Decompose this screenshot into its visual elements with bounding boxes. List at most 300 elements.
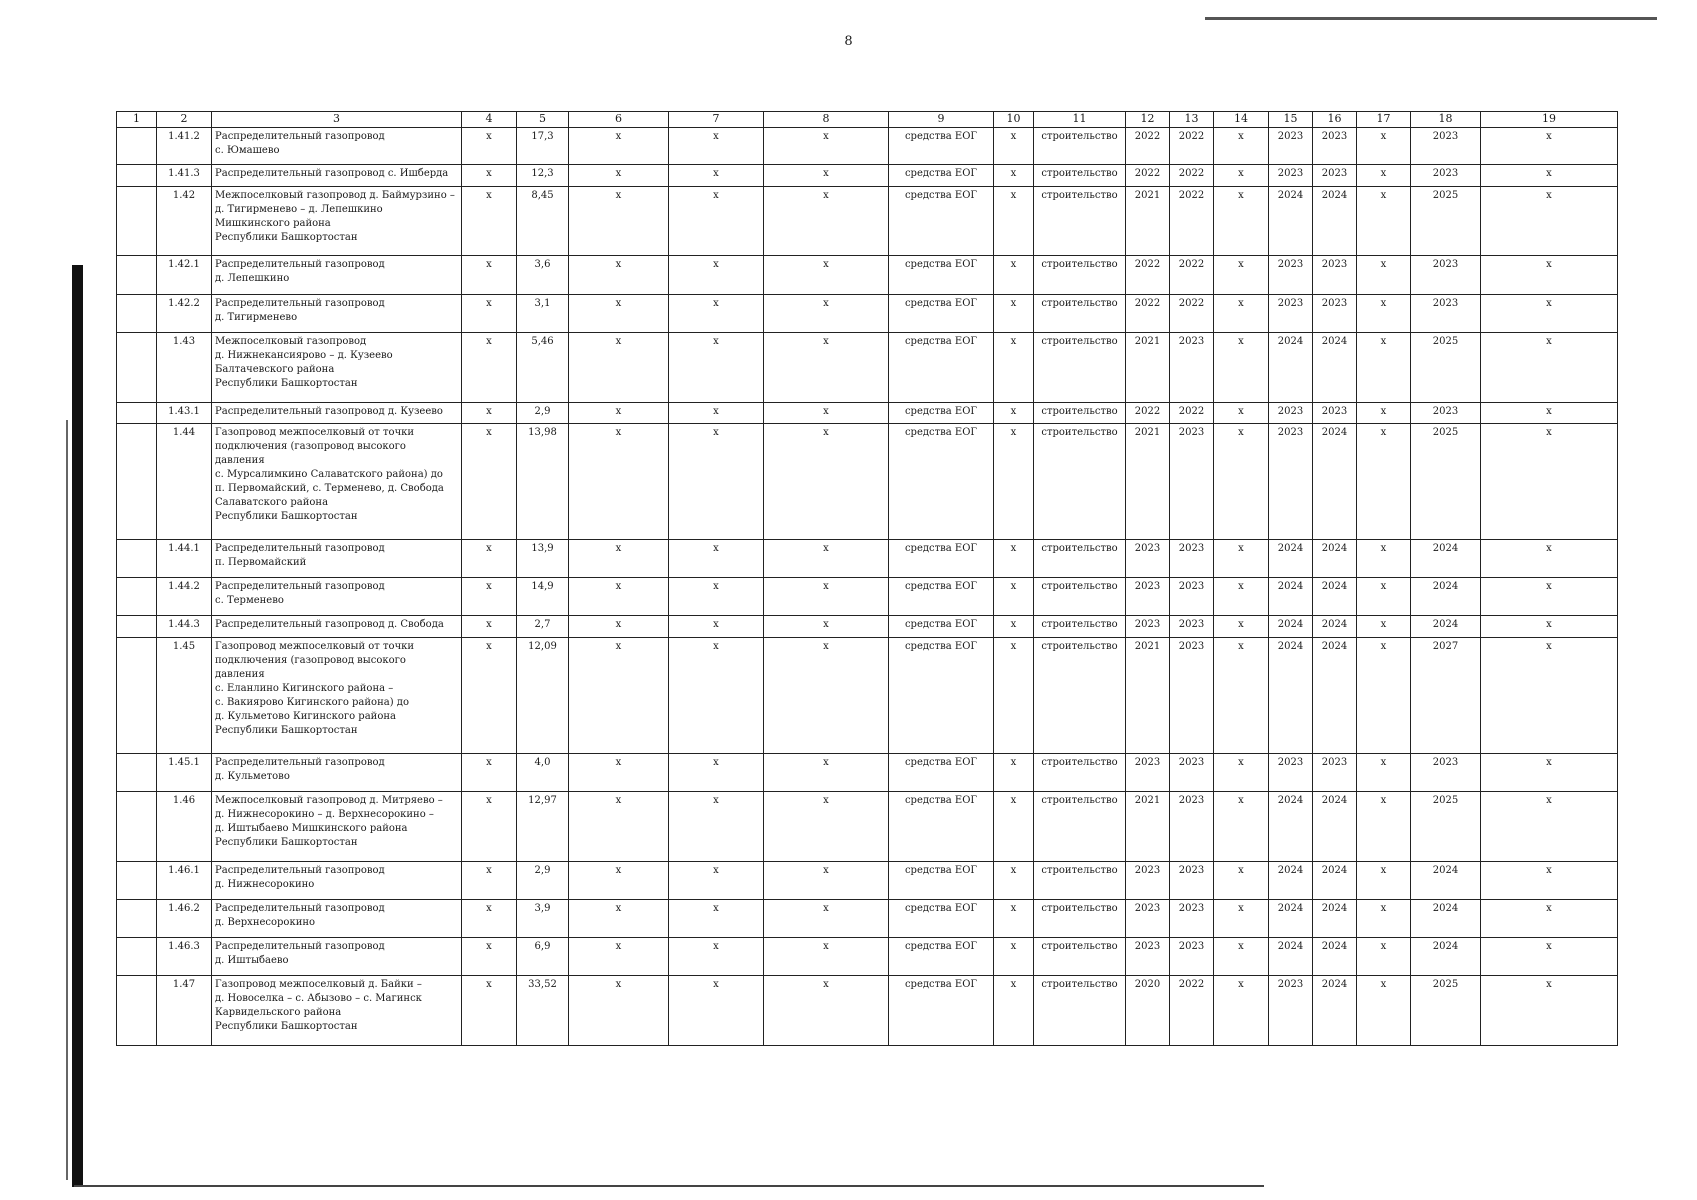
table-row (117, 423, 1618, 539)
cell-col-1 (117, 332, 157, 402)
cell-col-6: х (569, 423, 669, 539)
object-name: Межпоселковый газопровод д. Баймурзино – д. Тигирменево – д. Лепешкино Мишкинского района Республики Башкортостан (212, 186, 462, 256)
cell-col-17: х (1357, 976, 1411, 1046)
cell-col-5: 12,3 (517, 165, 569, 186)
object-name: Газопровод межпоселковый д. Байки – д. Новоселка – с. Абызово – с. Магинск Карвидельского района Республики Башкортостан (212, 976, 462, 1046)
cell-col-10: х (994, 616, 1034, 637)
cell-col-15: 2023 (1269, 402, 1313, 423)
column-header-9: 9 (889, 112, 994, 128)
cell-col-4: х (462, 423, 517, 539)
object-name: Распределительный газопровод д. Нижнесорокино (212, 861, 462, 899)
cell-col-15: 2023 (1269, 294, 1313, 332)
cell-col-7: х (669, 332, 764, 402)
cell-col-12: 2021 (1126, 423, 1170, 539)
cell-col-6: х (569, 332, 669, 402)
cell-col-1 (117, 637, 157, 753)
column-header-18: 18 (1411, 112, 1481, 128)
cell-col-19: х (1481, 753, 1618, 791)
cell-col-13: 2022 (1170, 402, 1214, 423)
cell-col-5: 8,45 (517, 186, 569, 256)
cell-col-4: х (462, 256, 517, 294)
table-row (117, 294, 1618, 332)
cell-col-5: 12,09 (517, 637, 569, 753)
column-header-19: 19 (1481, 112, 1618, 128)
table-row (117, 578, 1618, 616)
cell-col-15: 2023 (1269, 256, 1313, 294)
cell-col-11: строительство (1034, 791, 1126, 861)
cell-col-1 (117, 616, 157, 637)
cell-col-12: 2022 (1126, 294, 1170, 332)
cell-col-7: х (669, 753, 764, 791)
cell-col-11: строительство (1034, 938, 1126, 976)
cell-col-14: х (1214, 294, 1269, 332)
cell-col-1 (117, 539, 157, 577)
cell-col-16: 2023 (1313, 165, 1357, 186)
cell-col-10: х (994, 186, 1034, 256)
cell-col-12: 2023 (1126, 861, 1170, 899)
cell-col-6: х (569, 402, 669, 423)
cell-col-4: х (462, 616, 517, 637)
cell-col-7: х (669, 294, 764, 332)
column-header-14: 14 (1214, 112, 1269, 128)
cell-col-8: х (764, 332, 889, 402)
row-number: 1.42 (157, 186, 212, 256)
cell-col-18: 2025 (1411, 423, 1481, 539)
cell-col-15: 2024 (1269, 861, 1313, 899)
row-number: 1.45.1 (157, 753, 212, 791)
cell-col-14: х (1214, 753, 1269, 791)
cell-col-6: х (569, 637, 669, 753)
cell-col-9: средства ЕОГ (889, 899, 994, 937)
cell-col-1 (117, 402, 157, 423)
cell-col-8: х (764, 186, 889, 256)
cell-col-12: 2023 (1126, 938, 1170, 976)
cell-col-17: х (1357, 128, 1411, 165)
cell-col-14: х (1214, 128, 1269, 165)
cell-col-13: 2023 (1170, 938, 1214, 976)
cell-col-8: х (764, 791, 889, 861)
cell-col-12: 2021 (1126, 791, 1170, 861)
scan-edge-line-top (1205, 17, 1657, 20)
cell-col-15: 2024 (1269, 539, 1313, 577)
cell-col-9: средства ЕОГ (889, 753, 994, 791)
column-header-1: 1 (117, 112, 157, 128)
cell-col-13: 2023 (1170, 616, 1214, 637)
row-number: 1.42.2 (157, 294, 212, 332)
cell-col-6: х (569, 976, 669, 1046)
cell-col-14: х (1214, 861, 1269, 899)
cell-col-10: х (994, 539, 1034, 577)
cell-col-5: 5,46 (517, 332, 569, 402)
cell-col-18: 2023 (1411, 294, 1481, 332)
cell-col-10: х (994, 128, 1034, 165)
cell-col-9: средства ЕОГ (889, 165, 994, 186)
cell-col-4: х (462, 294, 517, 332)
cell-col-7: х (669, 128, 764, 165)
cell-col-6: х (569, 938, 669, 976)
object-name: Распределительный газопровод д. Кульметово (212, 753, 462, 791)
object-name: Распределительный газопровод с. Терменево (212, 578, 462, 616)
object-name: Распределительный газопровод с. Юмашево (212, 128, 462, 165)
cell-col-10: х (994, 861, 1034, 899)
cell-col-13: 2023 (1170, 861, 1214, 899)
cell-col-12: 2022 (1126, 256, 1170, 294)
cell-col-7: х (669, 616, 764, 637)
cell-col-10: х (994, 899, 1034, 937)
cell-col-4: х (462, 578, 517, 616)
cell-col-5: 4,0 (517, 753, 569, 791)
cell-col-11: строительство (1034, 616, 1126, 637)
scan-edge-bar-left (72, 265, 83, 1187)
cell-col-19: х (1481, 976, 1618, 1046)
column-header-2: 2 (157, 112, 212, 128)
table-row (117, 791, 1618, 861)
cell-col-14: х (1214, 791, 1269, 861)
object-name: Распределительный газопровод д. Лепешкино (212, 256, 462, 294)
cell-col-18: 2025 (1411, 976, 1481, 1046)
cell-col-17: х (1357, 402, 1411, 423)
cell-col-1 (117, 423, 157, 539)
cell-col-16: 2024 (1313, 578, 1357, 616)
cell-col-14: х (1214, 423, 1269, 539)
cell-col-17: х (1357, 637, 1411, 753)
gas-pipeline-table (116, 111, 1618, 1046)
cell-col-8: х (764, 578, 889, 616)
object-name: Газопровод межпоселковый от точки подключения (газопровод высокого давления с. Еланлино Кигинского района – с. Вакиярово Кигинского района) до д. Кульметово Кигинского района Республики Башкортостан (212, 637, 462, 753)
cell-col-8: х (764, 539, 889, 577)
cell-col-4: х (462, 165, 517, 186)
cell-col-19: х (1481, 294, 1618, 332)
cell-col-15: 2024 (1269, 899, 1313, 937)
cell-col-1 (117, 753, 157, 791)
cell-col-16: 2023 (1313, 256, 1357, 294)
cell-col-14: х (1214, 402, 1269, 423)
cell-col-19: х (1481, 861, 1618, 899)
cell-col-5: 3,6 (517, 256, 569, 294)
cell-col-7: х (669, 899, 764, 937)
cell-col-11: строительство (1034, 899, 1126, 937)
cell-col-11: строительство (1034, 165, 1126, 186)
cell-col-16: 2024 (1313, 899, 1357, 937)
cell-col-4: х (462, 402, 517, 423)
scan-edge-shadow-left (66, 420, 68, 1180)
row-number: 1.44.1 (157, 539, 212, 577)
cell-col-17: х (1357, 539, 1411, 577)
cell-col-13: 2022 (1170, 165, 1214, 186)
cell-col-9: средства ЕОГ (889, 402, 994, 423)
cell-col-19: х (1481, 938, 1618, 976)
header-row (117, 112, 1618, 128)
column-header-8: 8 (764, 112, 889, 128)
cell-col-10: х (994, 256, 1034, 294)
cell-col-7: х (669, 791, 764, 861)
cell-col-7: х (669, 578, 764, 616)
cell-col-13: 2023 (1170, 791, 1214, 861)
column-header-10: 10 (994, 112, 1034, 128)
cell-col-5: 3,9 (517, 899, 569, 937)
cell-col-9: средства ЕОГ (889, 616, 994, 637)
cell-col-12: 2023 (1126, 578, 1170, 616)
cell-col-16: 2024 (1313, 637, 1357, 753)
cell-col-17: х (1357, 578, 1411, 616)
cell-col-19: х (1481, 165, 1618, 186)
column-header-11: 11 (1034, 112, 1126, 128)
column-header-16: 16 (1313, 112, 1357, 128)
cell-col-14: х (1214, 637, 1269, 753)
cell-col-13: 2023 (1170, 637, 1214, 753)
cell-col-16: 2024 (1313, 332, 1357, 402)
table-row (117, 256, 1618, 294)
row-number: 1.46.2 (157, 899, 212, 937)
cell-col-5: 6,9 (517, 938, 569, 976)
cell-col-10: х (994, 791, 1034, 861)
column-header-5: 5 (517, 112, 569, 128)
cell-col-5: 13,98 (517, 423, 569, 539)
cell-col-6: х (569, 539, 669, 577)
object-name: Распределительный газопровод с. Ишберда (212, 165, 462, 186)
cell-col-11: строительство (1034, 861, 1126, 899)
cell-col-6: х (569, 861, 669, 899)
row-number: 1.43 (157, 332, 212, 402)
cell-col-17: х (1357, 791, 1411, 861)
cell-col-15: 2024 (1269, 578, 1313, 616)
cell-col-11: строительство (1034, 186, 1126, 256)
cell-col-11: строительство (1034, 976, 1126, 1046)
row-number: 1.41.2 (157, 128, 212, 165)
cell-col-10: х (994, 423, 1034, 539)
cell-col-18: 2024 (1411, 616, 1481, 637)
cell-col-14: х (1214, 899, 1269, 937)
cell-col-8: х (764, 637, 889, 753)
table-row (117, 128, 1618, 165)
cell-col-1 (117, 578, 157, 616)
cell-col-17: х (1357, 861, 1411, 899)
cell-col-12: 2022 (1126, 128, 1170, 165)
cell-col-7: х (669, 976, 764, 1046)
cell-col-11: строительство (1034, 402, 1126, 423)
cell-col-8: х (764, 861, 889, 899)
cell-col-4: х (462, 861, 517, 899)
cell-col-9: средства ЕОГ (889, 976, 994, 1046)
cell-col-5: 17,3 (517, 128, 569, 165)
cell-col-12: 2021 (1126, 637, 1170, 753)
cell-col-8: х (764, 753, 889, 791)
cell-col-6: х (569, 294, 669, 332)
cell-col-12: 2023 (1126, 616, 1170, 637)
cell-col-6: х (569, 128, 669, 165)
cell-col-8: х (764, 899, 889, 937)
cell-col-14: х (1214, 332, 1269, 402)
cell-col-1 (117, 256, 157, 294)
cell-col-18: 2023 (1411, 165, 1481, 186)
row-number: 1.46 (157, 791, 212, 861)
cell-col-16: 2024 (1313, 861, 1357, 899)
object-name: Газопровод межпоселковый от точки подключения (газопровод высокого давления с. Мурсалимкино Салаватского района) до п. Первомайский, с. Терменево, д. Свобода Салаватского района Республики Башкортостан (212, 423, 462, 539)
page-number: 8 (844, 34, 853, 49)
cell-col-1 (117, 186, 157, 256)
cell-col-6: х (569, 899, 669, 937)
cell-col-17: х (1357, 165, 1411, 186)
cell-col-18: 2023 (1411, 753, 1481, 791)
cell-col-18: 2024 (1411, 938, 1481, 976)
cell-col-4: х (462, 128, 517, 165)
cell-col-19: х (1481, 899, 1618, 937)
cell-col-8: х (764, 165, 889, 186)
cell-col-14: х (1214, 616, 1269, 637)
cell-col-9: средства ЕОГ (889, 332, 994, 402)
cell-col-4: х (462, 791, 517, 861)
cell-col-17: х (1357, 294, 1411, 332)
cell-col-14: х (1214, 186, 1269, 256)
row-number: 1.41.3 (157, 165, 212, 186)
cell-col-9: средства ЕОГ (889, 578, 994, 616)
cell-col-7: х (669, 186, 764, 256)
cell-col-18: 2023 (1411, 256, 1481, 294)
cell-col-10: х (994, 938, 1034, 976)
cell-col-18: 2023 (1411, 402, 1481, 423)
cell-col-9: средства ЕОГ (889, 791, 994, 861)
column-header-13: 13 (1170, 112, 1214, 128)
row-number: 1.44.2 (157, 578, 212, 616)
cell-col-13: 2023 (1170, 423, 1214, 539)
cell-col-19: х (1481, 637, 1618, 753)
cell-col-1 (117, 899, 157, 937)
table-row (117, 402, 1618, 423)
cell-col-4: х (462, 186, 517, 256)
cell-col-18: 2024 (1411, 861, 1481, 899)
cell-col-17: х (1357, 423, 1411, 539)
cell-col-12: 2022 (1126, 402, 1170, 423)
cell-col-9: средства ЕОГ (889, 186, 994, 256)
object-name: Распределительный газопровод п. Первомайский (212, 539, 462, 577)
cell-col-9: средства ЕОГ (889, 256, 994, 294)
cell-col-15: 2023 (1269, 165, 1313, 186)
table-row (117, 976, 1618, 1046)
cell-col-18: 2023 (1411, 128, 1481, 165)
cell-col-18: 2024 (1411, 578, 1481, 616)
object-name: Межпоселковый газопровод д. Митряево – д. Нижнесорокино – д. Верхнесорокино – д. Иштыбаево Мишкинского района Республики Башкортостан (212, 791, 462, 861)
cell-col-13: 2022 (1170, 128, 1214, 165)
cell-col-17: х (1357, 899, 1411, 937)
cell-col-18: 2024 (1411, 899, 1481, 937)
cell-col-8: х (764, 128, 889, 165)
cell-col-5: 2,7 (517, 616, 569, 637)
cell-col-16: 2023 (1313, 402, 1357, 423)
cell-col-6: х (569, 578, 669, 616)
cell-col-8: х (764, 976, 889, 1046)
table-row (117, 637, 1618, 753)
cell-col-9: средства ЕОГ (889, 861, 994, 899)
cell-col-15: 2023 (1269, 753, 1313, 791)
cell-col-15: 2024 (1269, 186, 1313, 256)
cell-col-14: х (1214, 976, 1269, 1046)
cell-col-19: х (1481, 791, 1618, 861)
column-header-15: 15 (1269, 112, 1313, 128)
cell-col-12: 2021 (1126, 186, 1170, 256)
cell-col-12: 2020 (1126, 976, 1170, 1046)
cell-col-5: 14,9 (517, 578, 569, 616)
table-row (117, 938, 1618, 976)
cell-col-8: х (764, 616, 889, 637)
cell-col-1 (117, 128, 157, 165)
cell-col-17: х (1357, 256, 1411, 294)
cell-col-12: 2023 (1126, 539, 1170, 577)
cell-col-15: 2024 (1269, 791, 1313, 861)
cell-col-14: х (1214, 539, 1269, 577)
cell-col-10: х (994, 402, 1034, 423)
cell-col-7: х (669, 539, 764, 577)
cell-col-9: средства ЕОГ (889, 938, 994, 976)
cell-col-10: х (994, 165, 1034, 186)
cell-col-13: 2023 (1170, 899, 1214, 937)
row-number: 1.46.3 (157, 938, 212, 976)
cell-col-11: строительство (1034, 128, 1126, 165)
cell-col-16: 2023 (1313, 128, 1357, 165)
cell-col-8: х (764, 402, 889, 423)
cell-col-12: 2023 (1126, 899, 1170, 937)
cell-col-1 (117, 861, 157, 899)
cell-col-13: 2022 (1170, 294, 1214, 332)
cell-col-19: х (1481, 186, 1618, 256)
cell-col-11: строительство (1034, 423, 1126, 539)
cell-col-17: х (1357, 332, 1411, 402)
column-header-12: 12 (1126, 112, 1170, 128)
cell-col-16: 2024 (1313, 423, 1357, 539)
scan-edge-line-bottom (74, 1185, 1264, 1187)
object-name: Распределительный газопровод д. Свобода (212, 616, 462, 637)
cell-col-19: х (1481, 423, 1618, 539)
cell-col-15: 2023 (1269, 128, 1313, 165)
cell-col-15: 2023 (1269, 976, 1313, 1046)
cell-col-5: 2,9 (517, 861, 569, 899)
cell-col-7: х (669, 256, 764, 294)
object-name: Распределительный газопровод д. Иштыбаево (212, 938, 462, 976)
cell-col-5: 3,1 (517, 294, 569, 332)
cell-col-19: х (1481, 128, 1618, 165)
cell-col-6: х (569, 256, 669, 294)
cell-col-16: 2024 (1313, 186, 1357, 256)
table-header (117, 112, 1618, 128)
object-name: Межпоселковый газопровод д. Нижнекансиярово – д. Кузеево Балтачевского района Республики Башкортостан (212, 332, 462, 402)
cell-col-13: 2023 (1170, 578, 1214, 616)
cell-col-18: 2025 (1411, 186, 1481, 256)
table-row (117, 539, 1618, 577)
cell-col-15: 2024 (1269, 616, 1313, 637)
cell-col-11: строительство (1034, 256, 1126, 294)
cell-col-5: 13,9 (517, 539, 569, 577)
object-name: Распределительный газопровод д. Верхнесорокино (212, 899, 462, 937)
cell-col-18: 2025 (1411, 332, 1481, 402)
cell-col-13: 2022 (1170, 186, 1214, 256)
cell-col-13: 2022 (1170, 976, 1214, 1046)
cell-col-9: средства ЕОГ (889, 539, 994, 577)
cell-col-5: 12,97 (517, 791, 569, 861)
cell-col-12: 2021 (1126, 332, 1170, 402)
cell-col-16: 2024 (1313, 791, 1357, 861)
cell-col-10: х (994, 578, 1034, 616)
object-name: Распределительный газопровод д. Кузеево (212, 402, 462, 423)
cell-col-10: х (994, 332, 1034, 402)
cell-col-1 (117, 294, 157, 332)
cell-col-19: х (1481, 539, 1618, 577)
cell-col-12: 2023 (1126, 753, 1170, 791)
cell-col-10: х (994, 753, 1034, 791)
cell-col-18: 2025 (1411, 791, 1481, 861)
cell-col-1 (117, 791, 157, 861)
cell-col-13: 2023 (1170, 539, 1214, 577)
cell-col-16: 2024 (1313, 616, 1357, 637)
cell-col-8: х (764, 938, 889, 976)
